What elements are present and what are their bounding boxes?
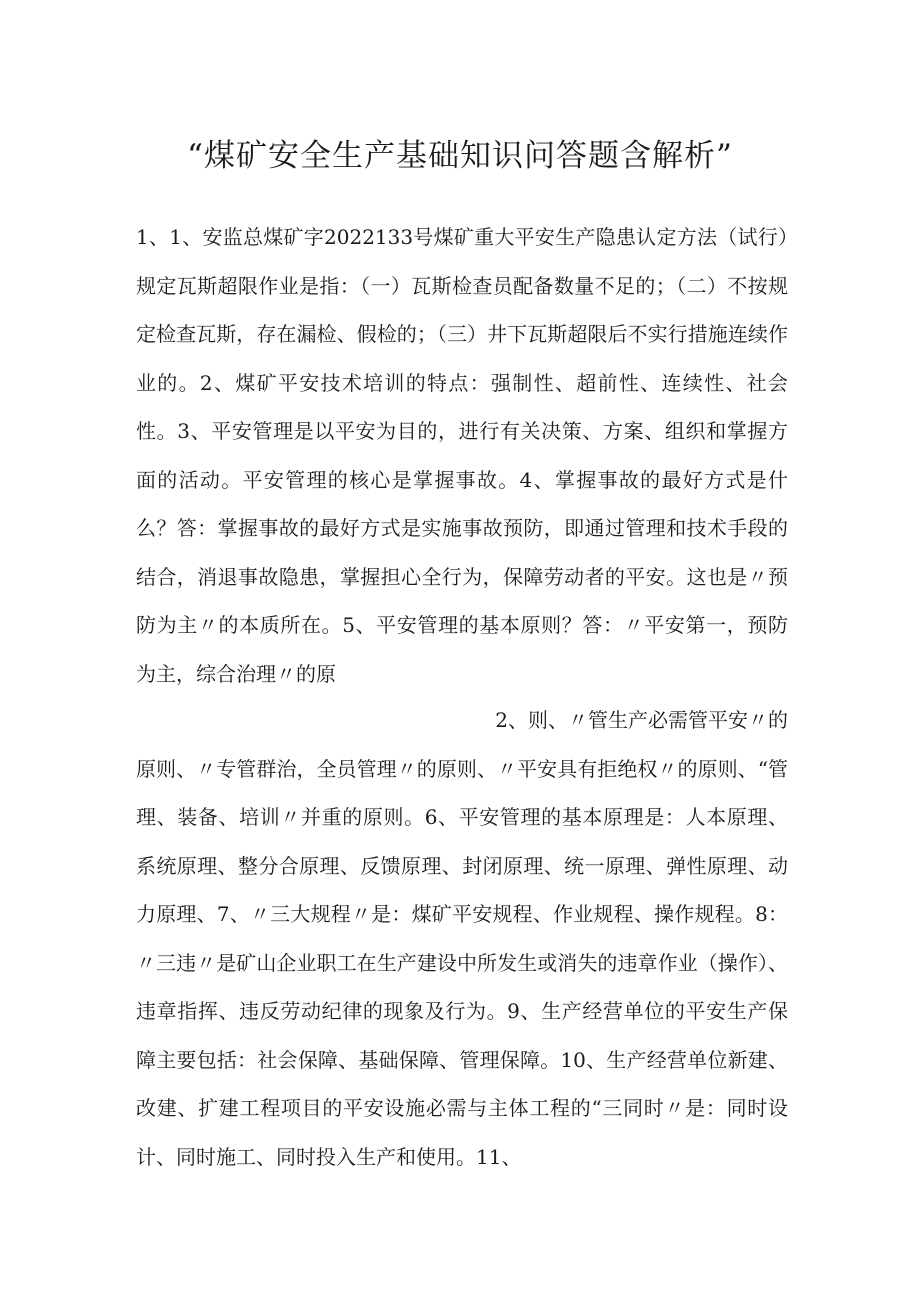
paragraph-2-first-line: 2、则、〃管生产必需管平安〃的 [495,708,788,732]
paragraph-2 [136,696,788,1181]
paragraph-1: 1、1、安监总煤矿字2022133号煤矿重大平安生产隐患认定方法（试行）规定瓦斯超限作业是指：（一）瓦斯检查员配备数量不足的；（二）不按规定检查瓦斯，存在漏检、假检的；（三）井下瓦斯超限后不实行措施连续作业的。2、煤矿平安技术培训的特点：强制性、超前性、连续性、社会性。3、平安管理是以平安为目的，进行有关决策、方案、组织和掌握方面的活动。平安管理的核心是掌握事故。4、掌握事故的最好方式是什么？答：掌握事故的最好方式是实施事故预防，即通过管理和技术手段的结合，消退事故隐患，掌握担心全行为，保障劳动者的平安。这也是〃预防为主〃的本质所在。5、平安管理的基本原则？答：〃平安第一，预防为主，综合治理〃的原 [136,225,788,686]
document-title: “煤矿安全生产基础知识问答题含解析” [187,138,733,174]
paragraph-2-body: 原则、〃专管群治，全员管理〃的原则、〃平安具有拒绝权〃的原则、“管理、装备、培训〃并重的原则。6、平安管理的基本原理是：人本原理、系统原理、整分合原理、反馈原理、封闭原理、统一原理、弹性原理、动力原理、7、〃三大规程〃是：煤矿平安规程、作业规程、操作规程。8：〃三违〃是矿山企业职工在生产建设中所发生或消失的违章作业（操作）、违章指挥、违反劳动纪律的现象及行为。9、生产经营单位的平安生产保障主要包括：社会保障、基础保障、管理保障。10、生产经营单位新建、改建、扩建工程项目的平安设施必需与主体工程的“三同时〃是：同时设计、同时施工、同时投入生产和使用。11、 [136,756,788,1169]
